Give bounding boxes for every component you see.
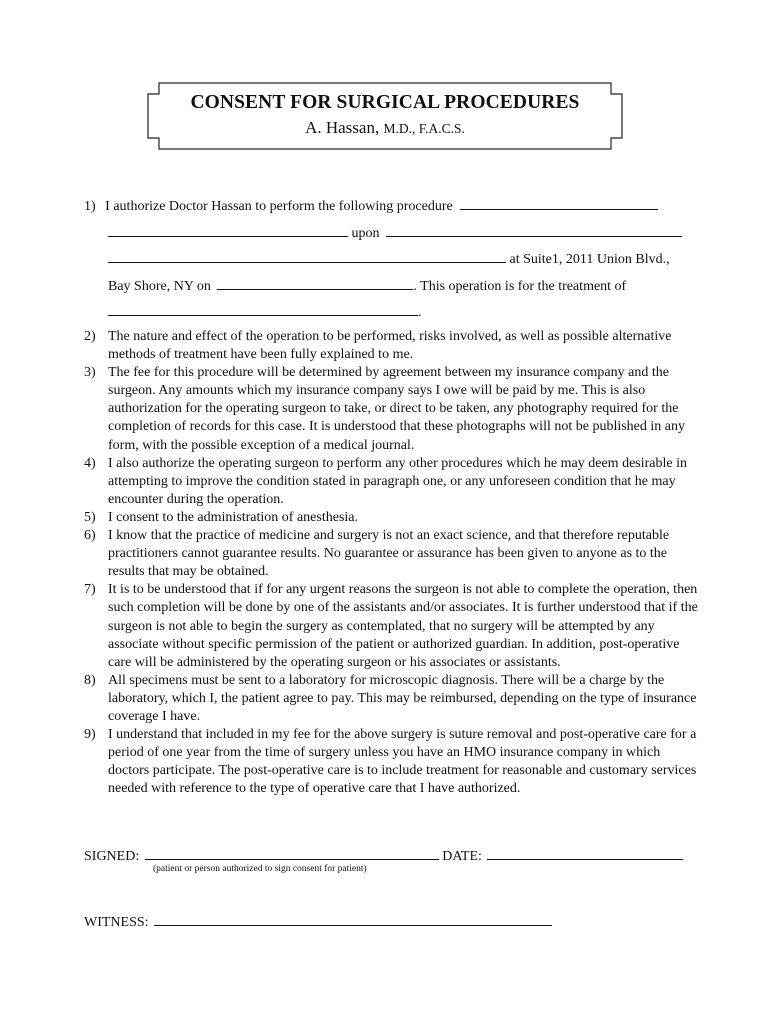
item-1-line-4: [108, 276, 626, 296]
item-text: All specimens must be sent to a laboratory for microscopic diagnosis. There will be a charge by the laboratory, which I, the patient agree to pay. This may be reimbursed, depending on the type of insurance coverage I have.: [108, 672, 697, 724]
upon-label: upon: [351, 226, 380, 241]
doctor-credentials: M.D., F.A.C.S.: [383, 121, 465, 136]
list-item: [84, 455, 704, 509]
consent-terms-list: [84, 328, 704, 798]
item-1-number: 1): [84, 199, 96, 214]
item-1-end: .: [418, 305, 422, 320]
item-text: The fee for this procedure will be determined by agreement between my insurance company and the surgeon. Any amounts which my insurance company says I owe will be paid by me. This is also authorization for the operating surgeon to take, or direct to be taken, any photography required for the completion of records for this case. It is understood that these photographs will not be published in any form, with the possible exception of a medical journal.: [108, 365, 685, 453]
date-label: DATE:: [442, 849, 482, 864]
item-number: 8): [84, 672, 96, 688]
item-number: 5): [84, 509, 96, 525]
list-item: [84, 672, 704, 726]
city-on-label: Bay Shore, NY on: [108, 279, 211, 294]
treatment-condition-field[interactable]: [108, 302, 418, 316]
witness-label: WITNESS:: [84, 915, 149, 930]
item-text: It is to be understood that if for any urgent reasons the surgeon is not able to complete the operation, then such completion will be done by one of the assistants and/or associates. It is further understood that if the surgeon is not able to begin the surgery as contemplated, that no surgery will be attempted by any associate without specific permission of the patient or authorized guardian. In addition, post-operative care will be administered by the operating surgeon or his associates or assistants.: [108, 582, 698, 670]
item-1-line-3: [108, 249, 670, 269]
signature-note: (patient or person authorized to sign consent for patient): [153, 864, 367, 874]
title-frame: [147, 82, 623, 150]
signature-field[interactable]: [145, 846, 439, 860]
signature-line: [84, 846, 683, 866]
location-text: at Suite1, 2011 Union Blvd.,: [509, 252, 670, 267]
list-item: [84, 581, 704, 671]
list-item: [84, 364, 704, 454]
item-number: 6): [84, 528, 96, 544]
item-1-intro: I authorize Doctor Hassan to perform the following procedure: [105, 199, 453, 214]
item-text: I understand that included in my fee for the above surgery is suture removal and post-operative care for a period of one year from the time of surgery unless you have an HMO insurance company in which doctors participate. The post-operative care is to include treatment for reasonable and customary services needed with reference to the type of operative care that I have authorized.: [108, 727, 697, 797]
list-item: [84, 726, 704, 798]
item-number: 4): [84, 455, 96, 471]
item-text: I also authorize the operating surgeon to perform any other procedures which he may deem desirable in attempting to improve the condition stated in paragraph one, or any unforeseen condition that he may encounter during the operation.: [108, 455, 687, 507]
item-1-line-1: [84, 196, 658, 216]
surgery-date-field[interactable]: [217, 276, 413, 290]
item-1-line-5: [108, 302, 422, 322]
patient-name-field-continued[interactable]: [108, 249, 506, 263]
item-number: 9): [84, 727, 96, 743]
item-text: I consent to the administration of anesthesia.: [108, 509, 358, 525]
treatment-text: . This operation is for the treatment of: [413, 279, 627, 294]
item-text: The nature and effect of the operation to be performed, risks involved, as well as possible alternative methods of treatment have been fully explained to me.: [108, 329, 672, 363]
doctor-name-line: [147, 118, 623, 138]
item-number: 3): [84, 365, 96, 381]
patient-name-field[interactable]: [386, 223, 682, 237]
procedure-field[interactable]: [460, 196, 658, 210]
procedure-field-continued[interactable]: [108, 223, 348, 237]
item-number: 2): [84, 329, 96, 344]
witness-field[interactable]: [154, 912, 552, 926]
date-field[interactable]: [487, 846, 683, 860]
list-item: [84, 527, 704, 581]
item-number: 7): [84, 582, 96, 598]
document-title: CONSENT FOR SURGICAL PROCEDURES: [190, 92, 580, 113]
list-item: [84, 509, 704, 527]
signed-label: SIGNED:: [84, 849, 140, 864]
witness-line: [84, 912, 552, 932]
doctor-name: A. Hassan,: [305, 118, 380, 137]
list-item: [84, 328, 704, 364]
item-text: I know that the practice of medicine and surgery is not an exact science, and that therefore reputable practitioners cannot guarantee results. No guarantee or assurance has been given to anyone as to the results that may be obtained.: [108, 528, 670, 580]
item-1-line-2: [108, 223, 682, 243]
